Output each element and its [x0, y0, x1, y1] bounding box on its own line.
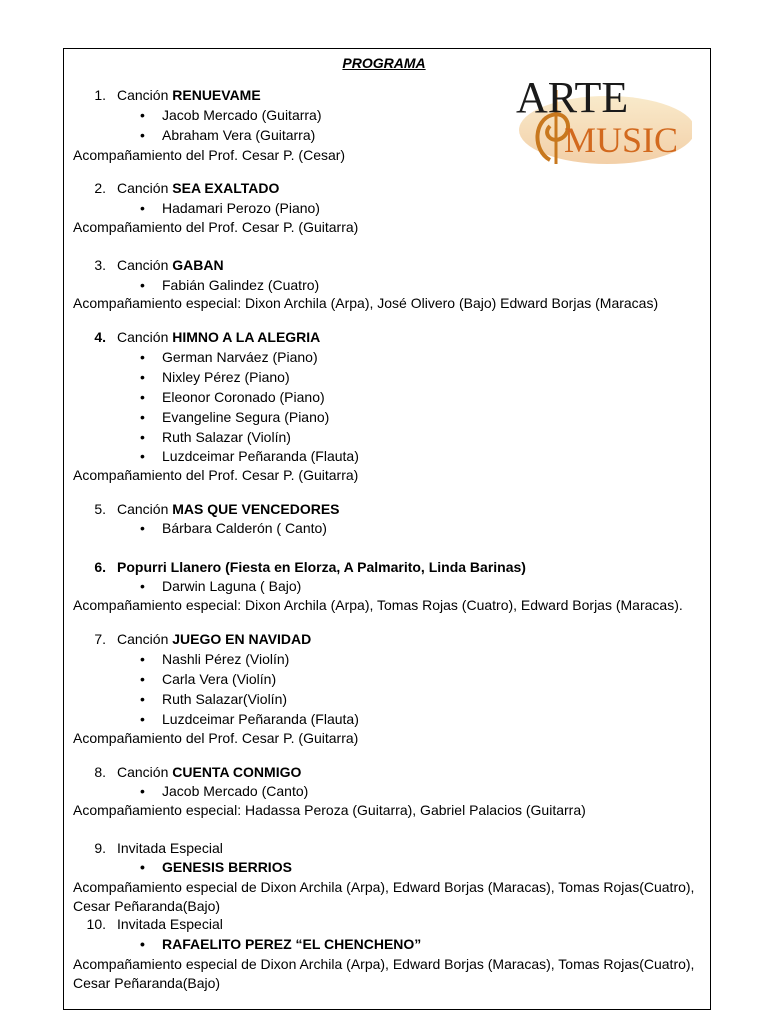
item-heading	[117, 256, 224, 274]
performer: • Nixley Pérez (Piano)	[162, 368, 290, 386]
accompaniment: Acompañamiento del Prof. Cesar P. (Cesar)	[73, 147, 346, 163]
accompaniment-cont: Cesar Peñaranda(Bajo)	[73, 975, 221, 991]
item-title: GABAN	[172, 257, 224, 273]
accompaniment: Acompañamiento del Prof. Cesar P. (Guitarra)	[73, 467, 359, 483]
accompaniment: Acompañamiento especial de Dixon Archila (Arpa), Edward Borjas (Maracas), Tomas Rojas(Cuatro),	[73, 879, 695, 895]
item-prefix: Canción	[117, 87, 173, 103]
accompaniment-cont: Cesar Peñaranda(Bajo)	[73, 898, 221, 914]
item-heading	[117, 915, 223, 933]
item-heading	[117, 630, 311, 648]
accompaniment: Acompañamiento especial: Dixon Archila (Arpa), Tomas Rojas (Cuatro), Edward Borjas (Maracas).	[73, 597, 683, 613]
item-heading	[117, 500, 340, 518]
performer: • Hadamari Perozo (Piano)	[162, 199, 320, 217]
performer: • Ruth Salazar(Violín)	[162, 690, 287, 708]
item-number: 3.	[94, 257, 106, 273]
item-prefix: Canción	[117, 180, 173, 196]
item-prefix: Canción	[117, 631, 173, 647]
item-number: 10.	[86, 916, 106, 932]
performer: • GENESIS BERRIOS	[162, 858, 292, 876]
accompaniment: Acompañamiento especial: Hadassa Peroza (Guitarra), Gabriel Palacios (Guitarra)	[73, 802, 586, 818]
item-heading	[117, 763, 301, 781]
item-heading	[117, 328, 320, 346]
item-title: MAS QUE VENCEDORES	[172, 501, 340, 517]
performer: • German Narváez (Piano)	[162, 348, 318, 366]
item-number: 7.	[94, 631, 106, 647]
item-title: Popurri Llanero (Fiesta en Elorza, A Palmarito, Linda Barinas)	[117, 559, 526, 575]
accompaniment: Acompañamiento especial: Dixon Archila (Arpa), José Olivero (Bajo) Edward Borjas (Maracas)	[73, 295, 659, 311]
item-number: 9.	[94, 840, 106, 856]
logo-line1: ARTE	[516, 73, 629, 122]
performer: • Abraham Vera (Guitarra)	[162, 126, 315, 144]
item-prefix: Canción	[117, 501, 173, 517]
item-title: CUENTA CONMIGO	[172, 764, 302, 780]
page-title: PROGRAMA	[342, 55, 426, 71]
arte-music-logo	[512, 60, 692, 170]
item-number: 6.	[94, 559, 106, 575]
item-prefix: Canción	[117, 257, 173, 273]
item-heading	[117, 179, 279, 197]
performer: • Ruth Salazar (Violín)	[162, 428, 291, 446]
performer: • Carla Vera (Violín)	[162, 670, 276, 688]
performer: • Jacob Mercado (Canto)	[162, 782, 308, 800]
logo-line2: MUSIC	[564, 120, 679, 160]
item-prefix: Canción	[117, 329, 173, 345]
item-prefix: Invitada Especial	[117, 916, 223, 932]
accompaniment: Acompañamiento del Prof. Cesar P. (Guitarra)	[73, 730, 359, 746]
item-title: JUEGO EN NAVIDAD	[172, 631, 312, 647]
item-prefix: Canción	[117, 764, 173, 780]
item-number: 4.	[94, 329, 106, 345]
performer: • Darwin Laguna ( Bajo)	[162, 577, 301, 595]
item-prefix: Invitada Especial	[117, 840, 223, 856]
performer: • Bárbara Calderón ( Canto)	[162, 519, 327, 537]
performer: • Luzdceimar Peñaranda (Flauta)	[162, 447, 359, 465]
item-number: 5.	[94, 501, 106, 517]
item-heading	[117, 558, 526, 576]
accompaniment: Acompañamiento especial de Dixon Archila (Arpa), Edward Borjas (Maracas), Tomas Rojas(Cuatro),	[73, 956, 695, 972]
performer: • Jacob Mercado (Guitarra)	[162, 106, 322, 124]
item-title: SEA EXALTADO	[172, 180, 280, 196]
item-number: 8.	[94, 764, 106, 780]
performer: • Nashli Pérez (Violín)	[162, 650, 289, 668]
item-number: 2.	[94, 180, 106, 196]
item-heading	[117, 86, 261, 104]
accompaniment: Acompañamiento del Prof. Cesar P. (Guitarra)	[73, 219, 359, 235]
item-title: HIMNO A LA ALEGRIA	[172, 329, 321, 345]
item-heading	[117, 839, 223, 857]
performer: • Evangeline Segura (Piano)	[162, 408, 329, 426]
item-number: 1.	[94, 87, 106, 103]
performer: • Luzdceimar Peñaranda (Flauta)	[162, 710, 359, 728]
performer: • RAFAELITO PEREZ “EL CHENCHENO”	[162, 935, 421, 953]
item-title: RENUEVAME	[172, 87, 261, 103]
performer: • Fabián Galindez (Cuatro)	[162, 276, 319, 294]
performer: • Eleonor Coronado (Piano)	[162, 388, 325, 406]
